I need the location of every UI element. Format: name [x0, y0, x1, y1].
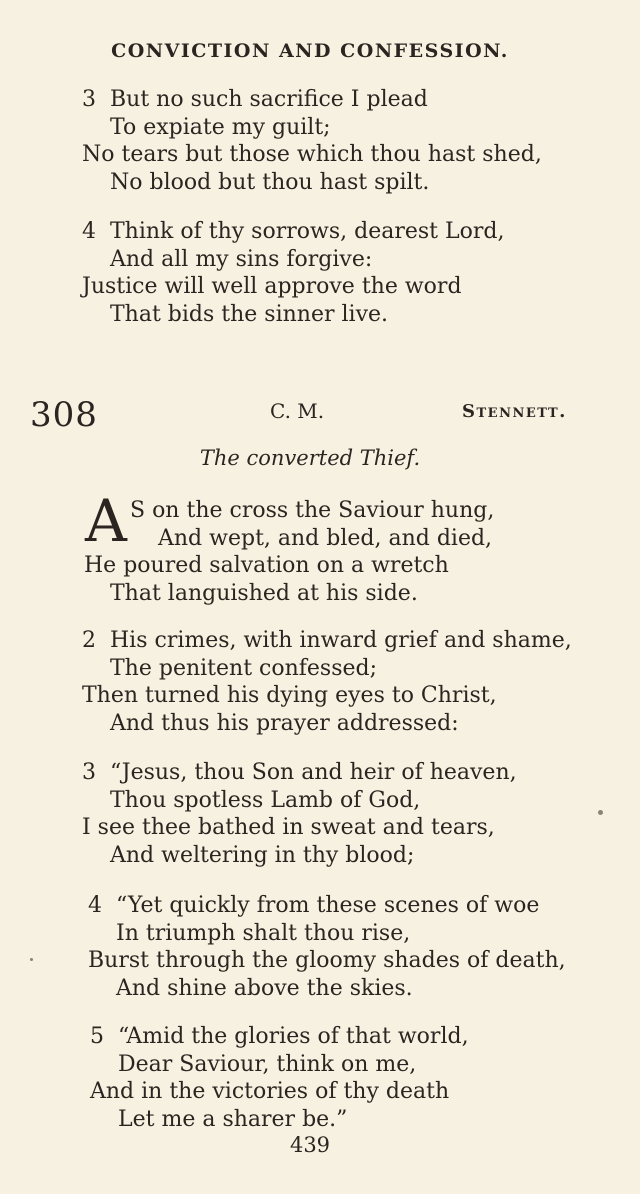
- stanza-line: That bids the sinner live.: [110, 301, 389, 327]
- stanza-5: [0, 1023, 620, 1133]
- stanza-line: And all my sins forgive:: [110, 246, 373, 272]
- stanza-line: Thou spotless Lamb of God,: [110, 787, 421, 813]
- hymn-number: 308: [30, 395, 98, 435]
- stanza-line: Let me a sharer be.”: [118, 1106, 348, 1132]
- stanza-line: [0, 759, 620, 787]
- stanza-line: Dear Saviour, think on me,: [118, 1051, 417, 1077]
- stanza-line: No blood but thou hast spilt.: [110, 169, 430, 195]
- stanza-number: 5: [90, 1024, 104, 1049]
- stanza-line: I see thee bathed in sweat and tears,: [82, 815, 495, 840]
- stanza-line: Burst through the gloomy shades of death,: [88, 948, 566, 973]
- stanza-number: 4: [82, 219, 96, 244]
- stanza-number: 3: [82, 760, 96, 785]
- paper-speck: [30, 958, 33, 961]
- stanza-line: [0, 627, 620, 655]
- running-head: CONVICTION AND CONFESSION.: [111, 40, 509, 62]
- stanza-line: Justice will well approve the word: [82, 274, 462, 299]
- line-text: Think of thy sorrows, dearest Lord,: [110, 219, 505, 244]
- stanza-line: [0, 1023, 620, 1051]
- stanza-number: 3: [82, 87, 96, 112]
- stanza-line: And in the victories of thy death: [90, 1079, 450, 1104]
- stanza-line: In triumph shalt thou rise,: [116, 920, 411, 946]
- prev-stanza-3: [0, 86, 620, 196]
- page-number: 439: [289, 1133, 331, 1157]
- stanza-line: That languished at his side.: [110, 580, 418, 606]
- hymn-author: Stennett.: [462, 401, 567, 422]
- stanza-line: S on the cross the Saviour hung,: [130, 498, 495, 523]
- hymn-meter: C. M.: [270, 399, 325, 423]
- hymn-title: The converted Thief.: [199, 446, 421, 470]
- stanza-1: [0, 497, 620, 607]
- stanza-line: And shine above the skies.: [116, 975, 413, 1001]
- line-text: “Amid the glories of that world,: [118, 1024, 469, 1049]
- stanza-line: And weltering in thy blood;: [110, 842, 415, 868]
- stanza-3: [0, 759, 620, 869]
- line-text: His crimes, with inward grief and shame,: [110, 628, 572, 653]
- stanza-line: [0, 218, 620, 246]
- stanza-line: [0, 892, 620, 920]
- drop-cap: A: [85, 487, 127, 555]
- stanza-line: Then turned his dying eyes to Christ,: [82, 683, 497, 708]
- line-text: “Jesus, thou Son and heir of heaven,: [110, 760, 517, 785]
- stanza-line: The penitent confessed;: [110, 655, 378, 681]
- stanza-line: [0, 86, 620, 114]
- stanza-4: [0, 892, 620, 1002]
- stanza-line: He poured salvation on a wretch: [84, 553, 449, 578]
- stanza-line: To expiate my guilt;: [110, 114, 331, 140]
- stanza-line: And thus his prayer addressed:: [110, 710, 459, 736]
- stanza-number: 4: [88, 893, 102, 918]
- line-text: But no such sacrifice I plead: [110, 87, 428, 112]
- paper-speck: [598, 810, 603, 815]
- line-text: “Yet quickly from these scenes of woe: [116, 893, 540, 918]
- stanza-line: And wept, and bled, and died,: [158, 525, 493, 551]
- prev-stanza-4: [0, 218, 620, 328]
- stanza-line: No tears but those which thou hast shed,: [82, 142, 542, 167]
- stanza-2: [0, 627, 620, 737]
- stanza-number: 2: [82, 628, 96, 653]
